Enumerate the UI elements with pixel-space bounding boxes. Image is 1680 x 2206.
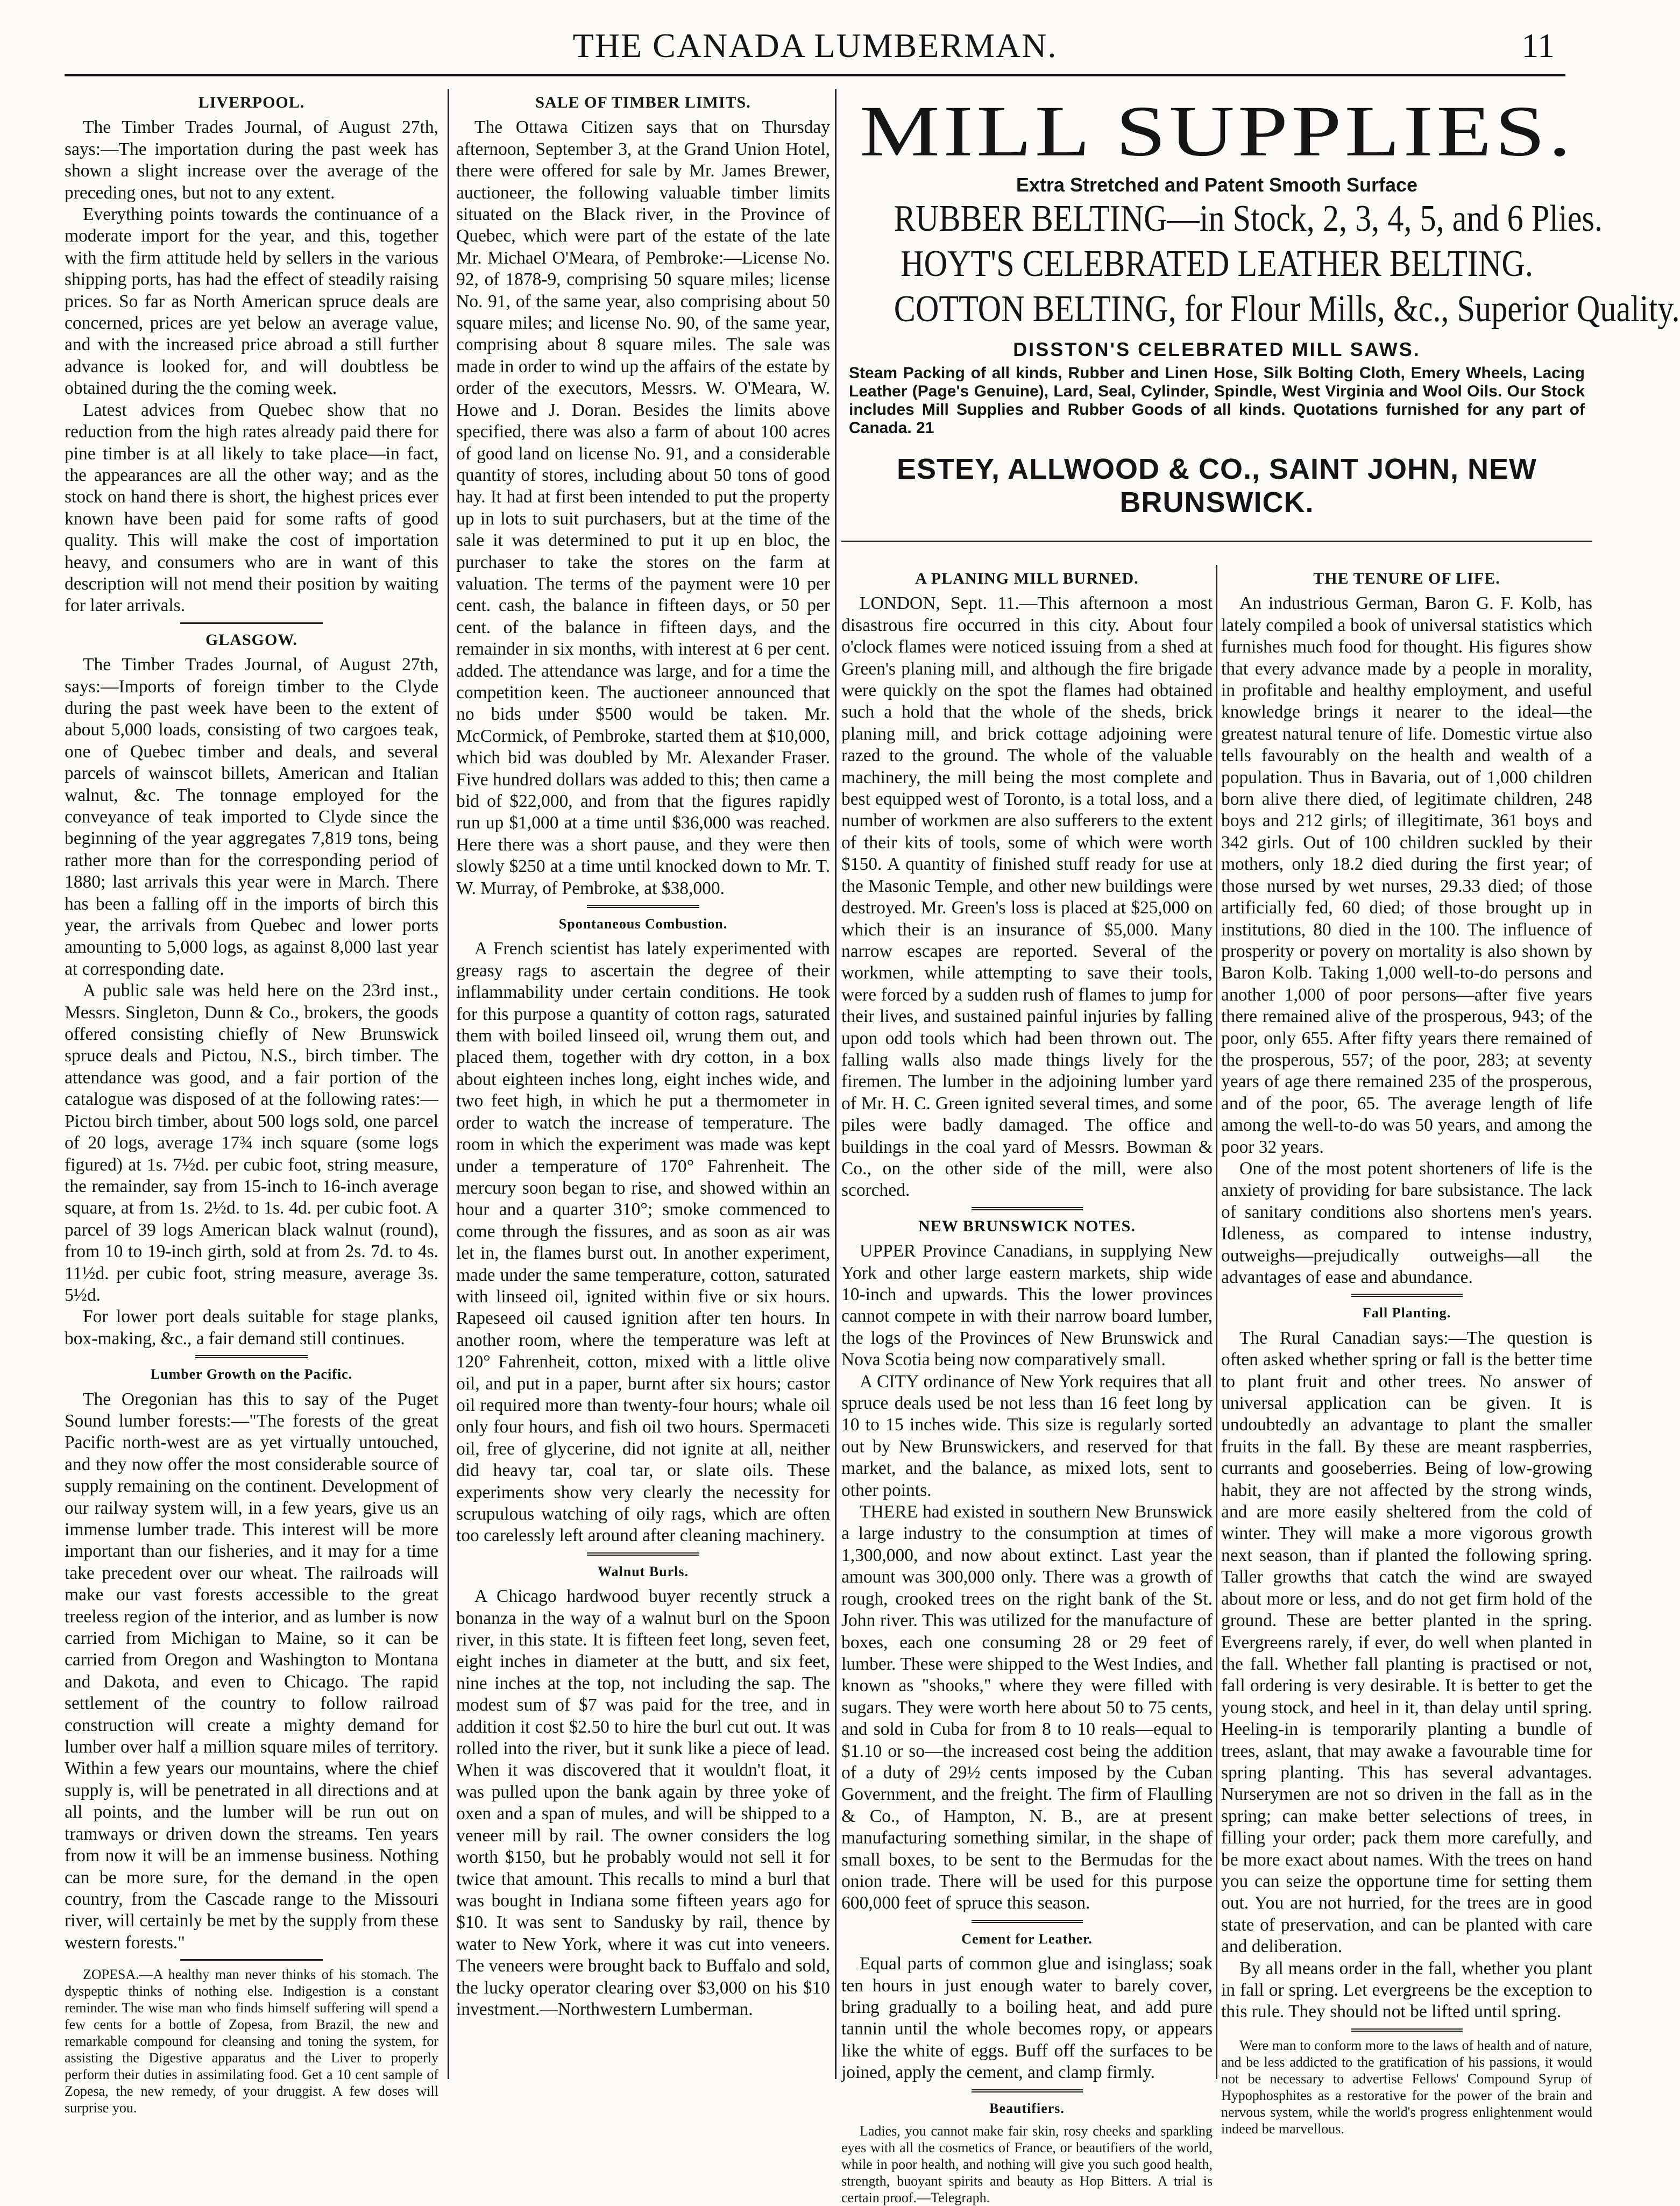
section-divider — [972, 1920, 1083, 1923]
advertisement-paragraph: Were man to conform more to the laws of health and of nature, and be less addicted to the gratification of his passions, it would not be necessary to advertise Fellows' Compound Syrup of Hypophosphites as a restorative for the power of the brain and nervous system, while the world's progress enlightenment would indeed be marvellous. — [1221, 2037, 1592, 2137]
ad-line-rubber-belting: RUBBER BELTING—in Stock, 2, 3, 4, 5, and 6 Plies. — [894, 198, 1603, 239]
article-heading: Walnut Burls. — [597, 1563, 689, 1579]
column-rule — [835, 89, 837, 2079]
article-paragraph: The Timber Trades Journal, of August 27th, says:—The importation during the past week has shown a slight increase over the average of the preceding ones, but not to any extent. — [65, 117, 438, 203]
article-paragraph: A French scientist has lately experimented with greasy rags to ascertain the degree of their inflammability under certain conditions. He took for this purpose a quantity of cotton rags, saturated them with boiled linseed oil, wrung them out, and placed them, together with dry cotton, in a box about eighteen inches long, eight inches wide, and two feet high, in which he put a thermometer in order to watch the increase of temperature. The room in which the experiment was made was kept under a temperature of 170° Fahrenheit. The mercury soon began to rise, and showed within an hour and a quarter 310°; smoke commenced to come through the fissures, and as soon as air was let in, the flames burst out. In another experiment, made under the same temperature, cotton, saturated with linseed oil, ignited within five or six hours. Rapeseed oil caused ignition after ten hours. In another room, where the temperature was left at 120° Fahrenheit, cotton, mixed with a little olive oil, and put in a paper, burnt after six hours; castor oil required more than twenty-four hours; whale oil only four hours, and fish oil two hours. Spermaceti oil, free of glycerine, did not ignite at all, neither did heavy tar, coal tar, or slate oils. These experiments show very clearly the necessity for scrupulous watching of oily rags, which are often too carelessly left around after cleaning machinery. — [456, 939, 830, 1546]
column-rule — [1216, 565, 1217, 2079]
column-1 — [65, 89, 438, 2116]
page-number: 11 — [1521, 26, 1555, 65]
advertisement-paragraph: ZOPESA.—A healthy man never thinks of his stomach. The dyspeptic thinks of nothing else. Indigestion is a constant reminder. The wise man who finds himself suffering will spend a few cents for a bottle of Zopesa, from Brazil, the new and remarkable compound for cleansing and toning the system, for assisting the Digestive apparatus and the Liver to properly perform their duties in assimilating food. Get a 10 cent sample of Zopesa, the new remedy, of your druggist. A few doses will surprise you. — [65, 1967, 438, 2116]
section-divider — [180, 622, 322, 624]
article-paragraph: UPPER Province Canadians, in supplying New York and other large eastern markets, ship wide 10-inch and upwards. This the lower provinces cannot compete in with their narrow board lumber, the logs of the Provinces of New Brunswick and Nova Scotia being now comparatively small. — [841, 1241, 1213, 1370]
article-heading: LIVERPOOL. — [198, 94, 305, 111]
section-divider — [972, 2089, 1083, 2092]
article-paragraph: The Oregonian has this to say of the Puget Sound lumber forests:—"The forests of the great Pacific north-west are as yet virtually untouched, and they now offer the most considerable source of supply remaining on the continent. Development of our railway system will, in a few years, give us an immense lumber trade. This interest will be more important than our fisheries, and it may for a time take precedent over our wheat. The railroads will make our vast forests accessible to the great treeless region of the interior, and as lumber is now carried from Michigan to Maine, so it can be carried from Oregon and Washington to Montana and Dakota, and even to Chicago. The rapid settlement of the country to follow railroad construction will create a mighty demand for lumber over half a million square miles of territory. Within a few years our mountains, where the chief supply is, will be penetrated in all directions and at all points, and the lumber will be run out on tramways or driven down the streams. Ten years from now it will be an immense business. Nothing can be more sure, for the demand in the open country, from the Cascade range to the Missouri river, will certainly be met by the supply from these western forests." — [65, 1389, 438, 1953]
masthead — [65, 15, 1565, 76]
article-paragraph: THERE had existed in southern New Brunswick a large industry to the consumption at times of 1,300,000, and now about extinct. Last year the amount was 300,000 only. There was a growth of rough, crooked trees on the right bank of the St. John river. This was utilized for the manufacture of boxes, each one consuming 28 or 29 feet of lumber. These were shipped to the West Indies, and known as "shooks," where they were filled with sugars. They were worth here about 50 to 75 cents, and sold in Cuba for from 8 to 10 reals—equal to $1.10 or so—the increased cost being the addition of a duty of 29½ cents imposed by the Cuban Government, and the freight. The firm of Flaulling & Co., of Hampton, N. B., are at present manufacturing something similar, in the shape of small boxes, to be sent to the Bermudas for the onion trade. There will be used for this purpose 600,000 feet of spruce this season. — [841, 1502, 1213, 1913]
ad-line-cotton-belting: COTTON BELTING, for Flour Mills, &c., Superior Quality. — [894, 288, 1680, 330]
column-rule — [448, 89, 449, 2079]
article-paragraph: One of the most potent shorteners of life is the anxiety of providing for bare subsistance. The lack of sanitary conditions also shortens men's years. Idleness, as compared to intense industry, outweighs—prejudically outweighs—all the advantages of ease and abundance. — [1221, 1158, 1592, 1287]
article-paragraph: Latest advices from Quebec show that no reduction from the high rates already paid there for pine timber is at all likely to take place—in fact, the appearances are all the other way; and as the stock on hand there is short, the highest prices ever known have been paid for some rafts of good quality. This will make the cost of importation heavy, and consumers who are in want of this description will not mend their position by waiting for later arrivals. — [65, 400, 438, 616]
article-paragraph: Everything points towards the continuance of a moderate import for the year, and this, together with the firm attitude held by sellers in the various shipping ports, has had the effect of steadily raising prices. So far as North American spruce deals are concerned, prices are yet below an average value, and with the increased price abroad a still further advance is looked for, and will doubtless be obtained during the the coming week. — [65, 204, 438, 399]
article-paragraph: By all means order in the fall, whether you plant in fall or spring. Let evergreens be the exception to this rule. They should not be lifted until spring. — [1221, 1958, 1592, 2022]
article-paragraph: A public sale was held here on the 23rd inst., Messrs. Singleton, Dunn & Co., brokers, the goods offered consisting chiefly of New Brunswick spruce deals and Pictou, N.S., birch timber. The attendance was good, and a fair portion of the catalogue was disposed of at the following rates:—Pictou birch timber, about 500 logs sold, one parcel of 20 logs, average 17¾ inch square (some logs figured) at 1s. 7½d. per cubic foot, string measure, the remainder, say from 15-inch to 16-inch average square, at from 1s. 2½d. to 1s. 4d. per cubic foot. A parcel of 39 logs American black walnut (round), from 10 to 19-inch girth, sold at from 2s. 7d. to 4s. 11½d. per cubic foot, string measure, average 3s. 5½d. — [65, 981, 438, 1305]
section-divider — [972, 1207, 1083, 1210]
article-paragraph: The Ottawa Citizen says that on Thursday afternoon, September 3, at the Grand Union Hotel, there were offered for sale by Mr. James Brewer, auctioneer, the following valuable timber limits situated on the Black river, in the Province of Quebec, which were part of the estate of the late Mr. Michael O'Meara, of Pembroke:—License No. 92, of 1878-9, comprising 50 square miles; license No. 91, of the same year, also comprising about 50 square miles; and license No. 90, of the same year, comprising about 8 square miles. The sale was made in order to wind up the affairs of the estate by order of the executors, Messrs. W. O'Meara, W. Howe and J. Doran. Besides the limits above specified, there was also a farm of about 100 acres of good land on license No. 91, and a considerable quantity of stores, including about 50 tons of good hay. It had at first been intended to put the property up in lots to suit purchasers, but at the time of the sale it was determined to put it up en bloc, the purchaser to take the stores on the farm at valuation. The terms of the payment were 10 per cent. cash, the balance in fifteen days, or 50 per cent. of the balance in fifteen days, and the remainder in six months, with interest at 6 per cent. added. The attendance was large, and for a time the competition keen. The auctioneer announced that no bids under $500 would be taken. Mr. McCormick, of Pembroke, started them at $10,000, which bid was doubled by Mr. Alexander Fraser. Five hundred dollars was added to this; then came a bid of $22,000, and from that the figures rapidly run up $1,000 at a time until $36,000 was reached. Here there was a short pause, and they were then slowly $250 at a time until knocked down to Mr. T. W. Murray, of Pembroke, at $38,000. — [456, 117, 830, 898]
section-divider — [587, 1552, 699, 1556]
article-heading: Beautifiers. — [989, 2100, 1065, 2116]
section-divider — [1351, 1294, 1463, 1297]
article-paragraph: The Rural Canadian says:—The question is often asked whether spring or fall is the better time to plant fruit and other trees. No answer of universal application can be given. It is undoubtedly an advantage to plant the smaller fruits in the fall. By these are meant raspberries, currants and gooseberries. Being of low-growing habit, they are not affected by the strong winds, and are more easily sheltered from the cold of winter. They will make a more vigorous growth next season, than if planted the following spring. Taller growths that catch the wind are swayed about more or less, and do not get firm hold of the ground. These are better planted in the spring. Evergreens rarely, if ever, do well when planted in the fall. Whether fall planting is practised or not, fall ordering is very desirable. It is better to get the young stock, and heel in it, than delay until spring. Heeling-in is temporarily planting a bundle of trees, aslant, that may awake a favourable time for spring planting. This has several advantages. Nurserymen are not so driven in the fall as in the spring; can make better selections of trees, in filling your order; pack them more carefully, and be more exact about names. With the trees on hand you can seize the opportune time for setting them out. You are not hurried, for the trees are in good state of preservation, and can be planted with care and deliberation. — [1221, 1328, 1592, 1957]
section-divider — [180, 1959, 322, 1961]
article-paragraph: Equal parts of common glue and isinglass; soak ten hours in just enough water to barely cover, bring gradually to a boiling heat, and add pure tannin until the whole becomes ropy, or appears like the white of eggs. Buff off the surfaces to be joined, apply the cement, and clamp firmly. — [841, 1954, 1213, 2083]
ad-description: Steam Packing of all kinds, Rubber and Linen Hose, Silk Bolting Cloth, Emery Wheels, Lacing Leather (Page's Genuine), Lard, Seal, Cylinder, Spindle, West Virginia and Wool Oils. Our Stock includes Mill Supplies and Rubber Goods of all kinds. Quotations furnished for any part of Canada. 21 — [849, 364, 1585, 437]
article-heading: GLASGOW. — [205, 630, 298, 649]
article-heading: Lumber Growth on the Pacific. — [150, 1366, 353, 1382]
section-divider — [195, 1355, 308, 1358]
article-paragraph: An industrious German, Baron G. F. Kolb, has lately compiled a book of universal statistics which furnishes much food for thought. His figures show that every advance made by a people in morality, in profitable and healthy employment, and useful knowledge brings it nearer to the ideal—the greatest natural tenure of life. Domestic virtue also tells favourably on the health and wealth of a population. Thus in Bavaria, out of 1,000 children born alive there died, of legitimate children, 248 boys and 212 girls; of illegitimate, 361 boys and 342 girls. Out of 100 children suckled by their mothers, only 18.2 died during the first year; of those nursed by wet nurses, 29.33 died; of those artificially fed, 60 died; of those brought up in institutions, 80 died in the 100. The influence of prosperity or povery on mortality is also shown by Baron Kolb. Taking 1,000 well-to-do persons and another 1,000 of poor persons—after five years there remained alive of the prosperous, 943; of the poor, only 655. After fifty years there remained of the prosperous, 557; of the poor, 283; at seventy years of age there remained 235 of the prosperous, and of the poor, 65. The average length of life among the well-to-do was 50 years, and among the poor 32 years. — [1221, 593, 1592, 1157]
ad-line-leather-belting: HOYT'S CELEBRATED LEATHER BELTING. — [901, 243, 1533, 285]
article-heading: THE TENURE OF LIFE. — [1313, 570, 1500, 587]
article-paragraph: A CITY ordinance of New York requires that all spruce deals used be not less than 16 feet long by 10 to 15 inches wide. This size is regularly sorted out by New Brunswickers, and reserved for that market, and the balance, as mixed lots, sent to other points. — [841, 1371, 1213, 1500]
newspaper-title: THE CANADA LUMBERMAN. — [572, 26, 1058, 65]
column-2 — [456, 89, 830, 2079]
article-heading: SALE OF TIMBER LIMITS. — [535, 94, 751, 111]
section-divider — [1351, 2028, 1463, 2032]
article-heading: Spontaneous Combustion. — [558, 916, 728, 932]
column-3 — [841, 565, 1213, 2206]
article-paragraph: LONDON, Sept. 11.—This afternoon a most disastrous fire occurred in this city. About four o'clock flames were noticed issuing from a shed at Green's planing mill, and although the fire brigade were quickly on the spot the flames had obtained such a hold that the whole of the sheds, brick planing mill, and brick cottage adjoining were razed to the ground. The whole of the valuable machinery, the mill being the most complete and best equipped west of Toronto, is a total loss, and a number of workmen are also sufferers to the extent of their kits of tools, some of which were worth $150. A quantity of finished stuff ready for use at the Masonic Temple, and other new buildings were destroyed. Mr. Green's loss is placed at $25,000 on which their is an insurance of $5,000. Many narrow escapes are reported. Several of the workmen, while attempting to save their tools, were forced by a sudden rush of flames to jump for their lives, and sustained painful injuries by falling upon odd tools which had been thrown out. The falling walls also made things lively for the firemen. The lumber in the adjoining lumber yard of Mr. H. C. Green ignited several times, and some piles were badly damaged. The office and buildings in the coal yard of Messrs. Bowman & Co., on the other side of the mill, were also scorched. — [841, 593, 1213, 1201]
section-divider — [587, 905, 699, 908]
article-heading: Fall Planting. — [1362, 1305, 1451, 1321]
ad-firm-name: ESTEY, ALLWOOD & CO., SAINT JOHN, NEW BRUNSWICK. — [896, 453, 1537, 519]
article-heading: NEW BRUNSWICK NOTES. — [918, 1217, 1136, 1235]
ad-line-mill-saws: DISSTON'S CELEBRATED MILL SAWS. — [1013, 338, 1421, 360]
mill-supplies-advertisement — [841, 89, 1680, 542]
column-4 — [1221, 565, 1592, 2137]
advertisement-paragraph: Ladies, you cannot make fair skin, rosy cheeks and sparkling eyes with all the cosmetics of France, or beautifiers of the world, while in poor health, and nothing will give you such good health, strength, buoyant spirits and beauty as Hop Bitters. A trial is certain proof.—Telegraph. — [841, 2123, 1213, 2206]
article-paragraph: The Timber Trades Journal, of August 27th, says:—Imports of foreign timber to the Clyde during the past week have been to the extent of about 5,000 loads, consisting of two cargoes teak, one of Quebec timber and deals, and several parcels of wainscot billets, American and Italian walnut, &c. The tonnage employed for the conveyance of teak imported to Clyde since the beginning of the year aggregates 7,819 tons, being rather more than for the corresponding period of 1880; last arrivals this year were in March. There has been a falling off in the imports of birch this year, the arrivals from Quebec and lower ports amounting to 5,000 logs, as against 8,000 last year at corresponding date. — [65, 655, 438, 979]
article-paragraph: For lower port deals suitable for stage planks, box-making, &c., a fair demand still continues. — [65, 1307, 438, 1349]
ad-title: MILL SUPPLIES. — [859, 91, 1575, 172]
article-heading: Cement for Leather. — [961, 1931, 1093, 1947]
article-heading: A PLANING MILL BURNED. — [915, 570, 1139, 587]
article-paragraph: A Chicago hardwood buyer recently struck a bonanza in the way of a walnut burl on the Spoon river, in this state. It is fifteen feet long, seven feet, eight inches in diameter at the butt, and six feet, nine inches at the top, not including the sap. The modest sum of $7 was paid for the tree, and in addition it cost $2.50 to hire the burl cut out. It was rolled into the river, but it sunk like a piece of lead. When it was discovered that it wouldn't float, it was pulled upon the bank again by three yoke of oxen and a span of mules, and will be shipped to a veneer mill by rail. The owner considers the log worth $150, but he probably would not sell it for twice that amount. This recalls to mind a burl that was bought in Indiana some fifteen years ago for $10. It was sent to Sandusky by rail, thence by water to New York, where it was cut into veneers. The veneers were brought back to Buffalo and sold, the lucky operator clearing over $3,000 on his $10 investment.—Northwestern Lumberman. — [456, 1586, 830, 2019]
ad-subtitle: Extra Stretched and Patent Smooth Surface — [1016, 174, 1418, 196]
